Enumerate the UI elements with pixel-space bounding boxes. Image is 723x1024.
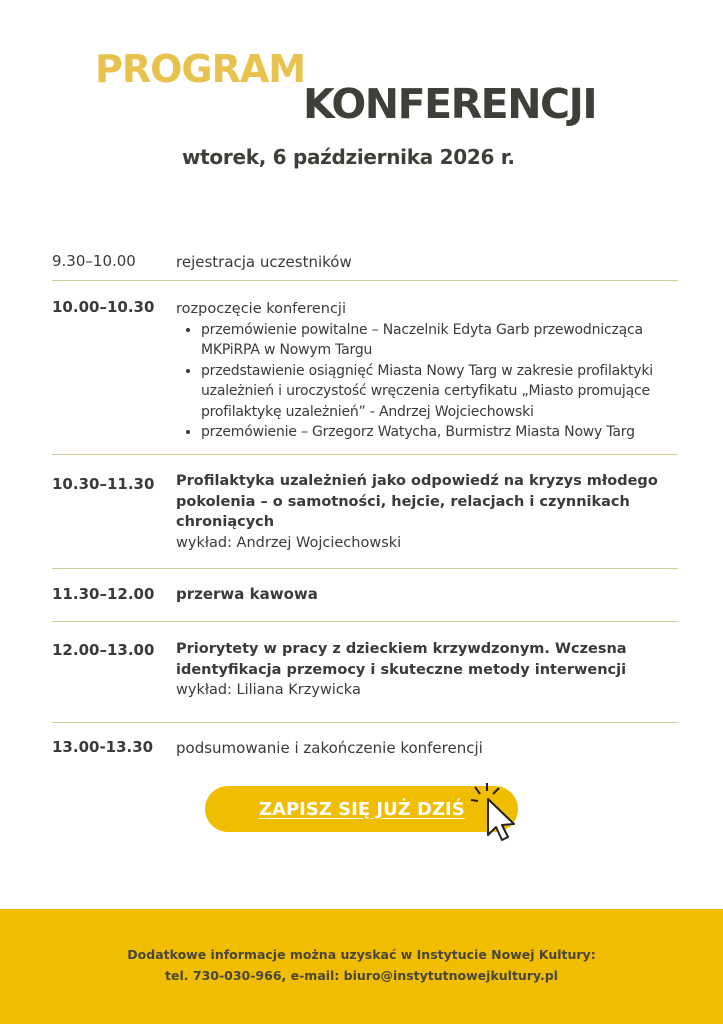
contact-info <box>0 944 723 986</box>
schedule-row <box>52 569 678 622</box>
schedule-time: 10.30–11.30 <box>52 475 155 493</box>
pointer-cursor-icon <box>471 782 521 844</box>
bullet-list <box>176 320 678 443</box>
schedule-list <box>52 243 678 763</box>
schedule-details <box>176 455 678 553</box>
lecture-speaker: wykład: Andrzej Wojciechowski <box>176 534 402 551</box>
register-button-label[interactable]: ZAPISZ SIĘ JUŻ DZIŚ <box>259 798 465 820</box>
lecture-title: Profilaktyka uzależnień jako odpowiedź na kryzys młodego pokolenia – o samotności, hejcie, relacjach i czynnikach chroniących <box>176 473 658 530</box>
event-date: wtorek, 6 października 2026 r. <box>182 145 515 169</box>
footer <box>0 909 723 1024</box>
contact-line: Dodatkowe informacje można uzyskać w Instytucie Nowej Kultury: <box>127 947 596 962</box>
lecture-speaker: wykład: Liliana Krzywicka <box>176 682 361 698</box>
title-program: PROGRAM <box>95 47 306 91</box>
schedule-time: 9.30–10.00 <box>52 252 136 270</box>
schedule-time: 13.00-13.30 <box>52 738 154 756</box>
schedule-title: przerwa kawowa <box>176 585 318 603</box>
schedule-time: 12.00–13.00 <box>52 641 155 659</box>
schedule-details <box>176 622 678 701</box>
list-item: • przemówienie powitalne – Naczelnik Edyta Garb przewodnicząca MKPiRPA w Nowym Targu <box>201 320 678 361</box>
schedule-row <box>52 281 678 455</box>
contact-line: tel. 730-030-966, e-mail: biuro@instytutnowejkultury.pl <box>165 968 558 983</box>
schedule-row <box>52 622 678 723</box>
title-konferencji: KONFERENCJI <box>303 80 597 128</box>
lecture-title: Priorytety w pracy z dzieckiem krzywdzonym. Wczesna identyfikacja przemocy i skuteczne metody interwencji <box>176 641 627 678</box>
schedule-title: podsumowanie i zakończenie konferencji <box>176 739 483 757</box>
schedule-details <box>176 281 678 443</box>
schedule-time: 11.30–12.00 <box>52 585 155 603</box>
schedule-title: rozpoczęcie konferencji <box>176 301 346 317</box>
schedule-row <box>52 243 678 281</box>
schedule-time: 10.00–10.30 <box>52 298 155 316</box>
list-item: • przemówienie – Grzegorz Watycha, Burmistrz Miasta Nowy Targ <box>201 422 678 443</box>
schedule-title: rejestracja uczestników <box>176 253 352 271</box>
schedule-row <box>52 723 678 763</box>
list-item: • przedstawienie osiągnięć Miasta Nowy Targ w zakresie profilaktyki uzależnień i uroczystość wręczenia certyfikatu „Miasto promujące profilaktykę uzależnień” - Andrzej Wojciechowski <box>201 361 678 423</box>
schedule-row <box>52 455 678 569</box>
